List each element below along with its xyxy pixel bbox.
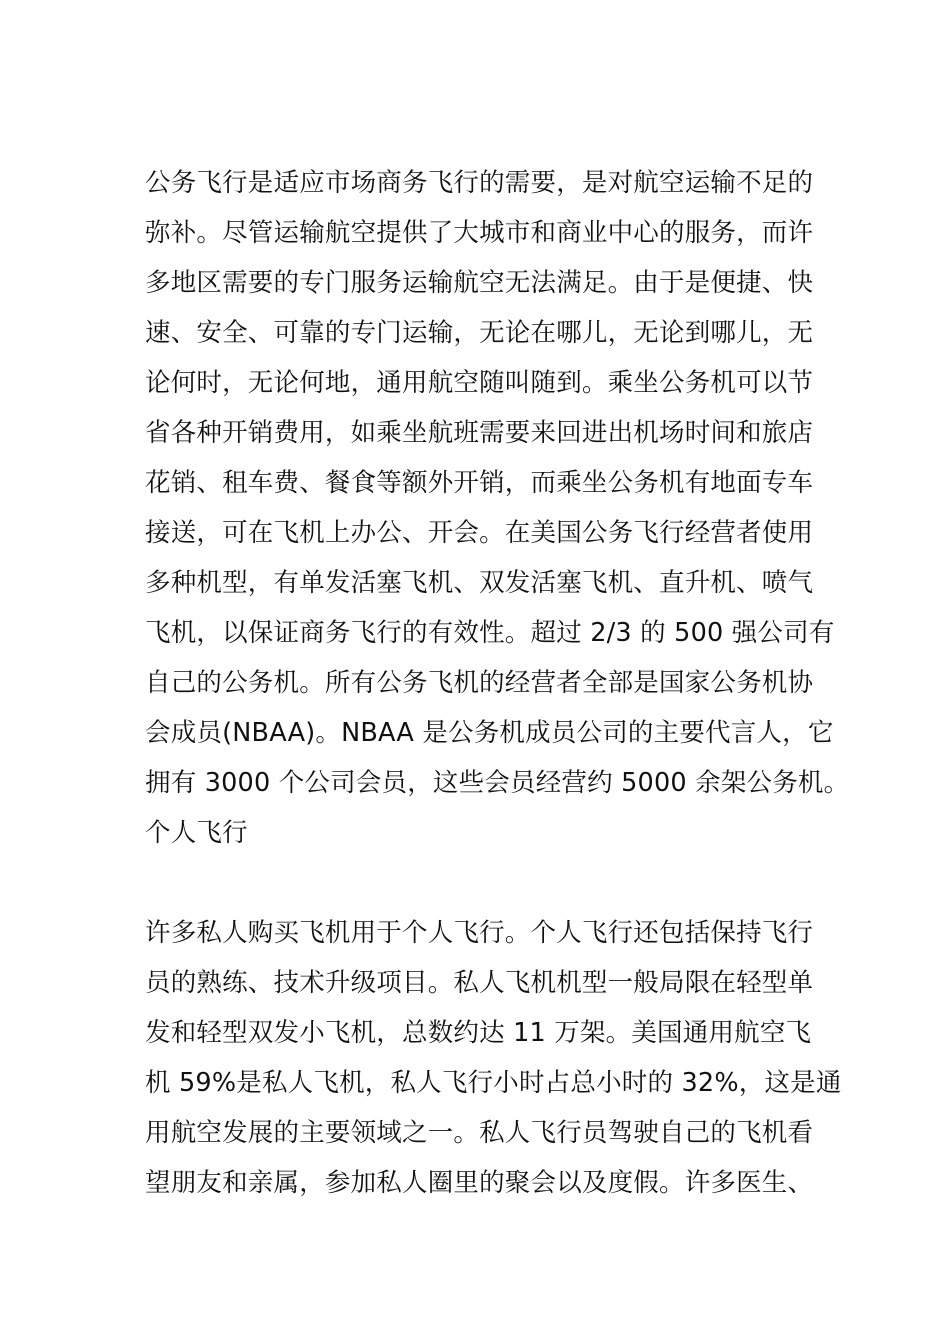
paragraph-personal-flight (145, 908, 842, 1208)
text-line: 省各种开销费用，如乘坐航班需要来回进出机场时间和旅店 (145, 418, 814, 448)
text-line: 多地区需要的专门服务运输航空无法满足。由于是便捷、快 (145, 268, 814, 298)
text-line: 速、安全、可靠的专门运输，无论在哪儿，无论到哪儿，无 (145, 318, 814, 348)
text-line: 望朋友和亲属，参加私人圈里的聚会以及度假。许多医生、 (145, 1168, 814, 1198)
text-line: 许多私人购买飞机用于个人飞行。个人飞行还包括保持飞行 (145, 918, 814, 948)
section-heading: 个人飞行 (145, 818, 248, 848)
text-line: 接送，可在飞机上办公、开会。在美国公务飞行经营者使用 (145, 518, 814, 548)
text-line: 机 59%是私人飞机，私人飞行小时占总小时的 32%，这是通 (145, 1068, 842, 1098)
text-line: 论何时，无论何地，通用航空随叫随到。乘坐公务机可以节 (145, 368, 814, 398)
text-line: 会成员(NBAA)。NBAA 是公务机成员公司的主要代言人，它 (145, 718, 834, 748)
text-line: 多种机型，有单发活塞飞机、双发活塞飞机、直升机、喷气 (145, 568, 814, 598)
text-line: 拥有 3000 个公司会员，这些会员经营约 5000 余架公务机。 (145, 768, 850, 798)
text-line: 飞机，以保证商务飞行的有效性。超过 2/3 的 500 强公司有 (145, 618, 835, 648)
text-line: 员的熟练、技术升级项目。私人飞机机型一般局限在轻型单 (145, 968, 814, 998)
text-line: 公务飞行是适应市场商务飞行的需要，是对航空运输不足的 (145, 168, 814, 198)
paragraph-business-flight (145, 158, 849, 858)
text-line: 用航空发展的主要领域之一。私人飞行员驾驶自己的飞机看 (145, 1118, 814, 1148)
text-line: 发和轻型双发小飞机，总数约达 11 万架。美国通用航空飞 (145, 1018, 812, 1048)
text-line: 自己的公务机。所有公务飞机的经营者全部是国家公务机协 (145, 668, 814, 698)
text-line: 弥补。尽管运输航空提供了大城市和商业中心的服务，而许 (145, 218, 814, 248)
text-line: 花销、租车费、餐食等额外开销，而乘坐公务机有地面专车 (145, 468, 814, 498)
